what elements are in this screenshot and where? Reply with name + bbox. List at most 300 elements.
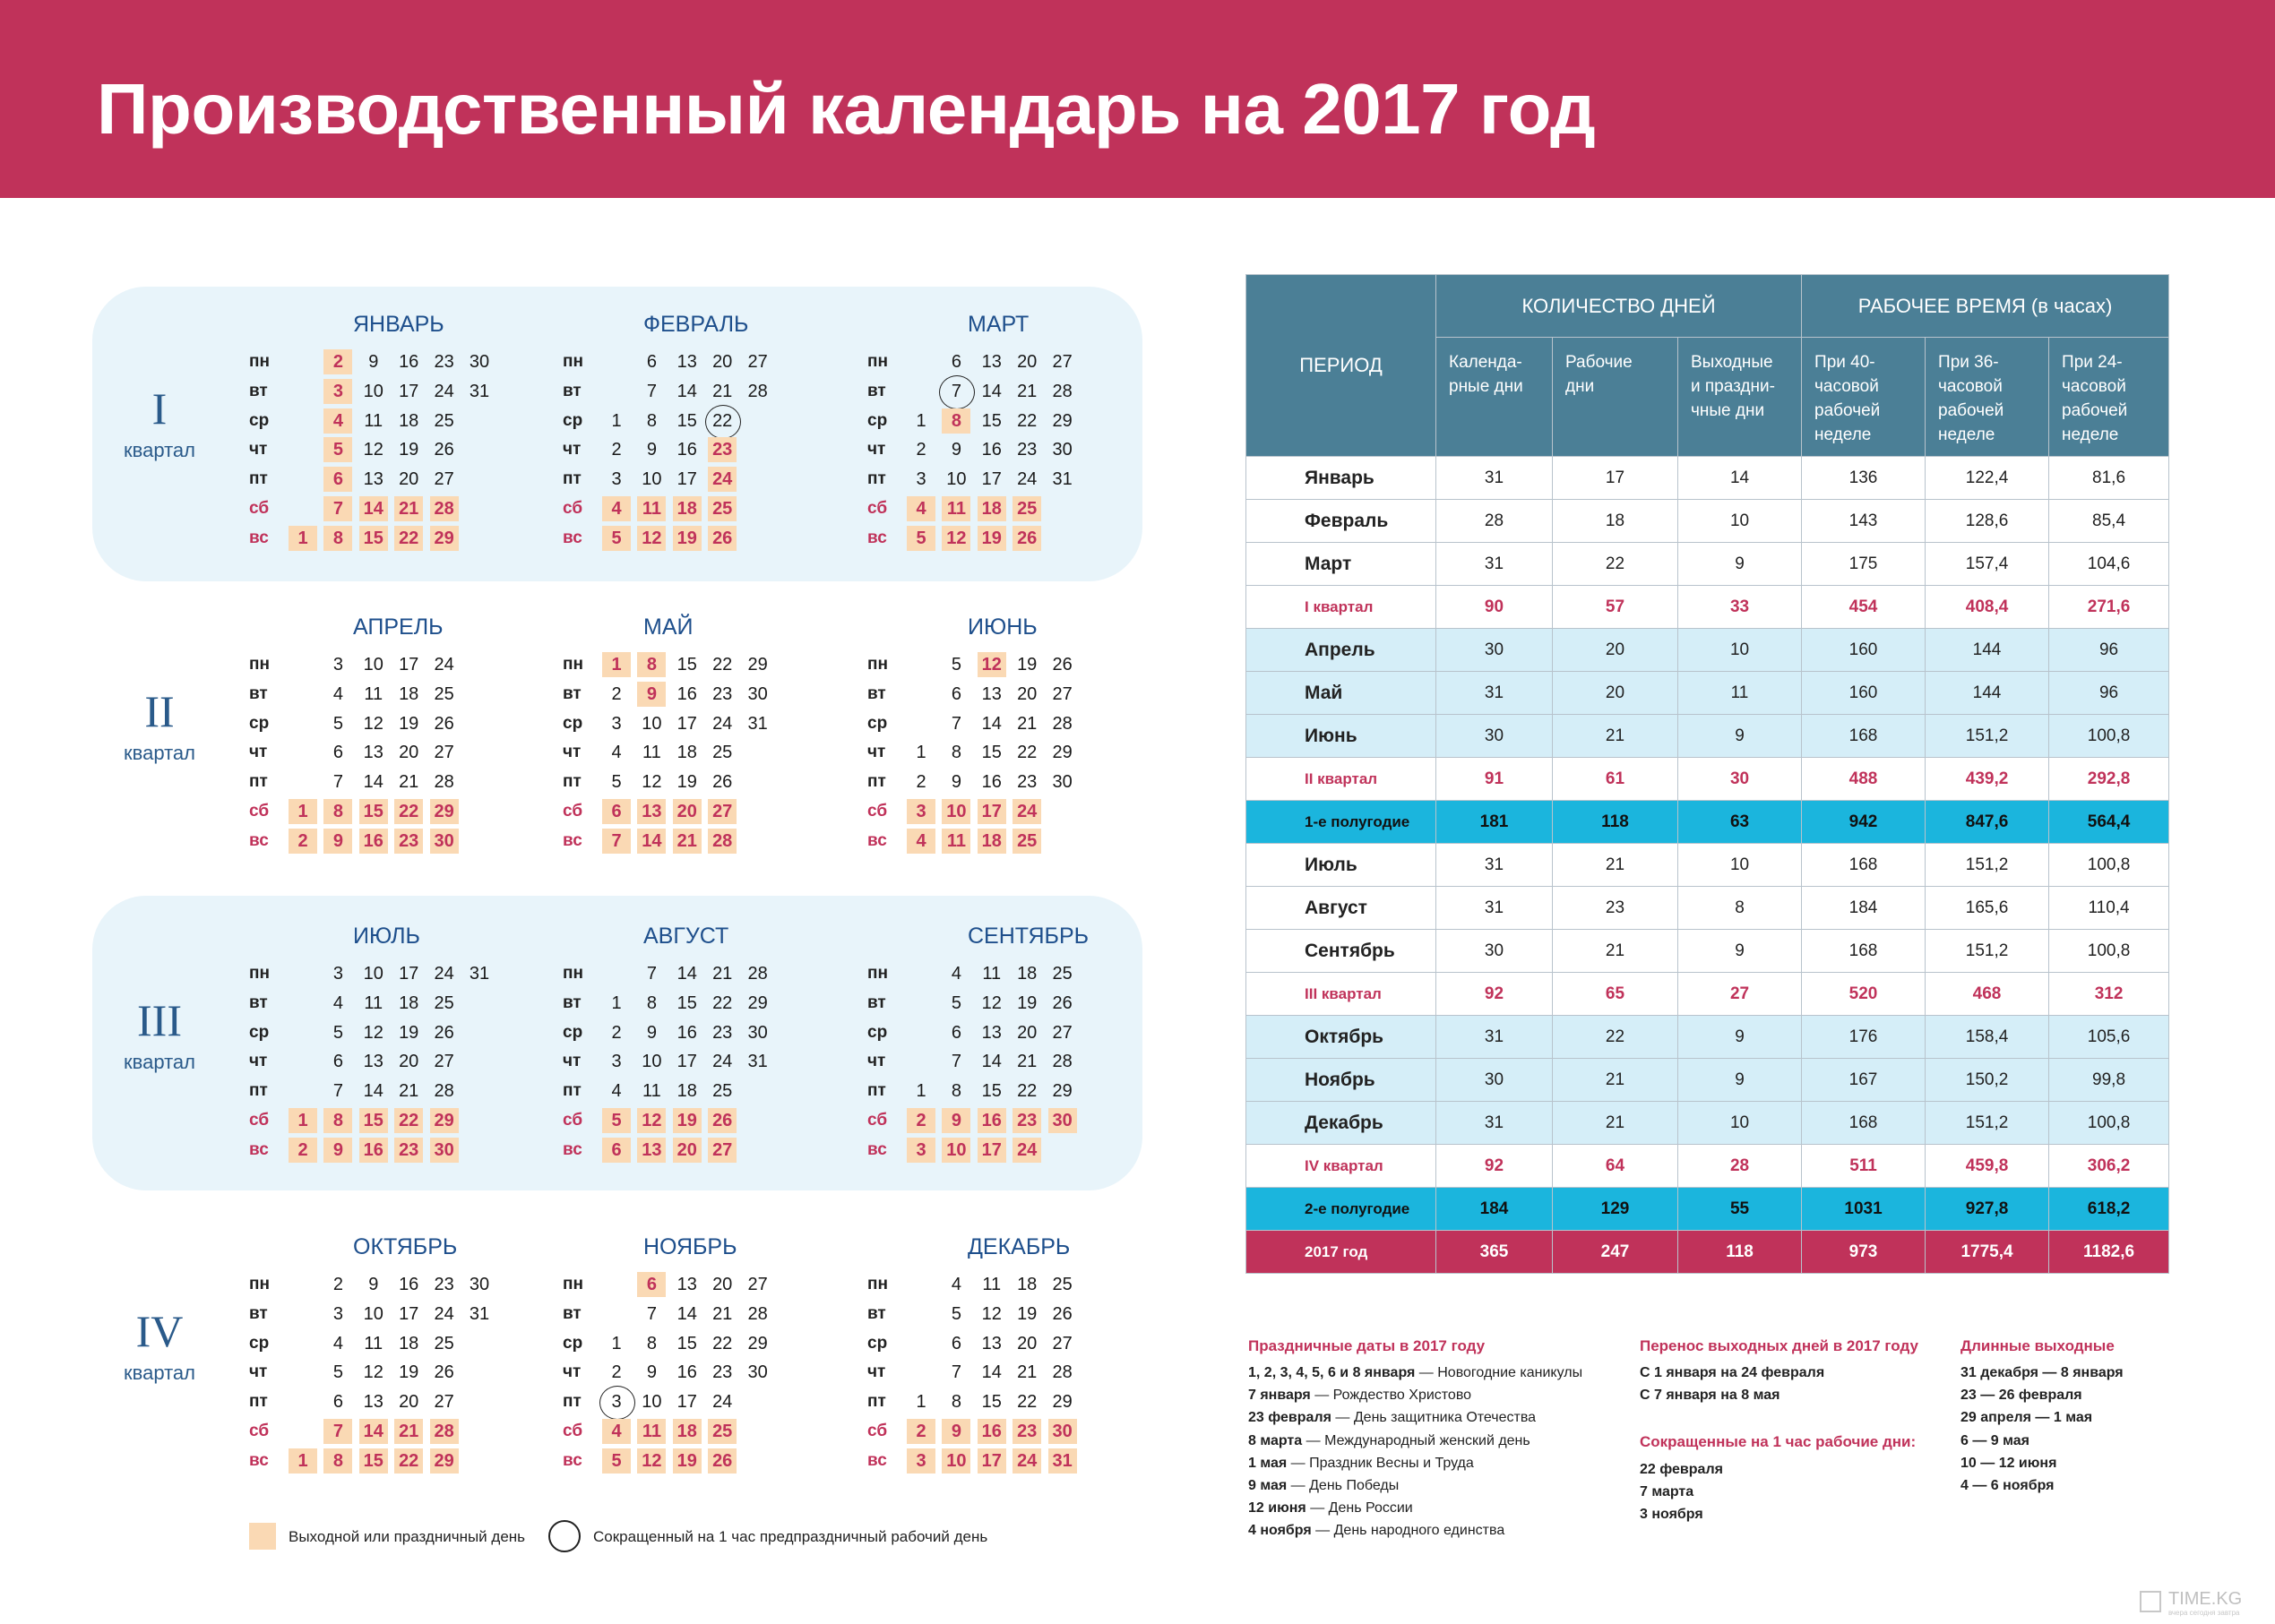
value-cell: 150,2 bbox=[1926, 1059, 2049, 1102]
day-cell: 10 bbox=[363, 964, 383, 984]
day-cell: 22 bbox=[1017, 1392, 1038, 1413]
weekday-label: пн bbox=[563, 655, 583, 674]
weekday-label: пт bbox=[249, 772, 268, 792]
quarter-word: квартал bbox=[124, 1051, 195, 1073]
day-cell: 9 bbox=[368, 1275, 379, 1294]
day-cell: 9 bbox=[646, 1362, 657, 1383]
period-cell: Сентябрь bbox=[1246, 930, 1436, 973]
holiday-day: 16 bbox=[359, 1138, 388, 1163]
weekday-label: сб bbox=[563, 1111, 583, 1130]
day-cell: 28 bbox=[1052, 713, 1073, 734]
day-cell: 26 bbox=[712, 772, 733, 793]
holiday-day: 17 bbox=[978, 1138, 1006, 1163]
day-cell: 13 bbox=[981, 1022, 1002, 1043]
day-cell: 2 bbox=[611, 1022, 622, 1043]
value-cell: 96 bbox=[2049, 672, 2169, 715]
value-cell: 439,2 bbox=[1926, 758, 2049, 801]
day-cell: 17 bbox=[981, 469, 1002, 490]
day-cell: 29 bbox=[747, 655, 768, 675]
day-cell: 7 bbox=[646, 381, 657, 401]
day-cell: 17 bbox=[676, 713, 697, 734]
weekday-label: сб bbox=[249, 1111, 270, 1130]
value-cell: 144 bbox=[1926, 629, 2049, 672]
day-cell: 27 bbox=[747, 1275, 768, 1294]
day-cell: 28 bbox=[1052, 1362, 1073, 1383]
long-weekend-note-text: 4 — 6 ноября bbox=[1960, 1478, 2055, 1493]
holiday-day: 24 bbox=[1013, 1138, 1041, 1163]
day-cell: 7 bbox=[332, 772, 343, 793]
weekday-label: сб bbox=[249, 499, 270, 518]
holiday-day: 4 bbox=[602, 1419, 631, 1444]
day-cell: 30 bbox=[1052, 772, 1073, 793]
value-cell: 564,4 bbox=[2049, 801, 2169, 844]
value-cell: 618,2 bbox=[2049, 1188, 2169, 1231]
holiday-day: 14 bbox=[637, 829, 666, 854]
day-cell: 31 bbox=[747, 1052, 768, 1072]
month-calendar bbox=[867, 312, 1136, 563]
value-cell: 31 bbox=[1436, 672, 1553, 715]
day-cell: 5 bbox=[951, 655, 961, 675]
value-cell: 30 bbox=[1436, 930, 1553, 973]
value-cell: 21 bbox=[1553, 930, 1678, 973]
holiday-day: 23 bbox=[1013, 1108, 1041, 1133]
holiday-day: 27 bbox=[708, 799, 737, 824]
holiday-day: 4 bbox=[907, 829, 935, 854]
day-cell: 11 bbox=[364, 410, 383, 431]
holiday-day: 18 bbox=[673, 496, 702, 521]
holiday-day: 7 bbox=[323, 496, 352, 521]
weekday-label: вс bbox=[867, 1139, 887, 1159]
month-calendar bbox=[867, 924, 1136, 1174]
value-cell: 151,2 bbox=[1926, 930, 2049, 973]
value-cell: 31 bbox=[1436, 543, 1553, 586]
day-cell: 16 bbox=[981, 440, 1002, 460]
subheader-line: При 24- bbox=[2062, 353, 2123, 372]
weekday-label: пт bbox=[249, 1081, 268, 1101]
holiday-note-name: — Рождество Христово bbox=[1310, 1388, 1472, 1404]
value-cell: 17 bbox=[1553, 457, 1678, 500]
value-cell: 30 bbox=[1678, 758, 1802, 801]
day-cell: 21 bbox=[399, 1081, 419, 1102]
day-cell: 8 bbox=[646, 992, 657, 1013]
value-cell: 28 bbox=[1436, 500, 1553, 543]
holiday-day: 25 bbox=[708, 496, 737, 521]
month-calendar bbox=[563, 614, 832, 865]
day-cell: 26 bbox=[434, 1022, 454, 1043]
day-cell: 29 bbox=[1052, 1392, 1073, 1413]
holiday-day: 22 bbox=[394, 1108, 423, 1133]
weekday-label: чт bbox=[563, 440, 582, 460]
holidays-title: Праздничные даты в 2017 году bbox=[1248, 1337, 1486, 1354]
day-cell: 22 bbox=[1017, 410, 1038, 431]
holiday-day: 5 bbox=[602, 1448, 631, 1474]
weekday-label: вс bbox=[563, 528, 582, 547]
day-cell: 26 bbox=[434, 440, 454, 460]
day-cell: 15 bbox=[676, 1333, 697, 1353]
value-cell: 118 bbox=[1678, 1231, 1802, 1274]
holiday-day: 7 bbox=[323, 1419, 352, 1444]
day-cell: 4 bbox=[951, 1275, 961, 1294]
holiday-day: 5 bbox=[907, 526, 935, 551]
value-cell: 1775,4 bbox=[1926, 1231, 2049, 1274]
holiday-day: 20 bbox=[673, 1138, 702, 1163]
month-name: АВГУСТ bbox=[643, 924, 729, 949]
holiday-day: 28 bbox=[430, 1419, 459, 1444]
day-cell: 20 bbox=[712, 352, 733, 372]
holiday-day: 9 bbox=[323, 829, 352, 854]
weekday-label: вт bbox=[249, 1303, 268, 1323]
value-cell: 20 bbox=[1553, 629, 1678, 672]
day-cell: 1 bbox=[611, 1333, 622, 1353]
value-cell: 100,8 bbox=[2049, 715, 2169, 758]
value-cell: 247 bbox=[1553, 1231, 1678, 1274]
weekday-label: пн bbox=[249, 964, 270, 983]
month-calendar bbox=[563, 1234, 832, 1485]
value-cell: 168 bbox=[1802, 715, 1926, 758]
holiday-day: 15 bbox=[359, 1448, 388, 1474]
day-cell: 9 bbox=[951, 440, 961, 460]
day-cell: 13 bbox=[363, 469, 383, 490]
day-cell: 10 bbox=[363, 655, 383, 675]
subheader-line: чные дни bbox=[1691, 401, 1765, 420]
holiday-day: 18 bbox=[978, 829, 1006, 854]
period-cell: Июль bbox=[1246, 844, 1436, 887]
weekday-label: вс bbox=[249, 528, 269, 547]
value-cell: 33 bbox=[1678, 586, 1802, 629]
weekday-label: пн bbox=[867, 352, 888, 371]
subheader-line: часовой bbox=[1938, 377, 2003, 396]
working-time-table bbox=[1245, 274, 2169, 1274]
day-cell: 25 bbox=[434, 410, 454, 431]
period-cell: 2-е полугодие bbox=[1246, 1188, 1436, 1231]
holiday-day: 12 bbox=[637, 526, 666, 551]
table-row bbox=[1246, 1145, 2169, 1188]
day-cell: 20 bbox=[1017, 1333, 1038, 1353]
value-cell: 28 bbox=[1678, 1145, 1802, 1188]
period-cell: Май bbox=[1246, 672, 1436, 715]
day-cell: 7 bbox=[646, 1303, 657, 1324]
day-cell: 22 bbox=[712, 655, 733, 675]
holiday-day: 6 bbox=[323, 467, 352, 492]
month-name: ОКТЯБРЬ bbox=[353, 1234, 458, 1259]
day-cell: 5 bbox=[951, 1303, 961, 1324]
weekday-label: чт bbox=[867, 1362, 886, 1382]
holiday-day: 4 bbox=[907, 496, 935, 521]
month-calendar bbox=[563, 924, 832, 1174]
day-cell: 17 bbox=[676, 1052, 697, 1072]
day-cell: 14 bbox=[981, 381, 1002, 401]
day-cell: 10 bbox=[363, 1303, 383, 1324]
day-cell: 24 bbox=[434, 655, 454, 675]
weekday-label: чт bbox=[249, 440, 268, 460]
day-cell: 25 bbox=[1052, 1275, 1073, 1294]
day-cell: 4 bbox=[611, 1081, 622, 1102]
day-cell: 31 bbox=[469, 1303, 490, 1324]
quarter-label-2 bbox=[92, 686, 227, 765]
month-calendar bbox=[249, 312, 518, 563]
value-cell: 31 bbox=[1436, 457, 1553, 500]
weekday-label: сб bbox=[563, 1422, 583, 1440]
day-cell: 4 bbox=[951, 964, 961, 984]
holiday-day: 6 bbox=[637, 1272, 666, 1297]
day-cell: 7 bbox=[646, 964, 657, 984]
value-cell: 31 bbox=[1436, 1102, 1553, 1145]
day-cell: 14 bbox=[981, 713, 1002, 734]
subheader-cell bbox=[1802, 338, 1926, 457]
period-cell: Апрель bbox=[1246, 629, 1436, 672]
value-cell: 9 bbox=[1678, 1059, 1802, 1102]
table-row bbox=[1246, 586, 2169, 629]
day-cell: 10 bbox=[363, 381, 383, 401]
value-cell: 8 bbox=[1678, 887, 1802, 930]
day-cell: 14 bbox=[363, 1081, 383, 1102]
table-row bbox=[1246, 1102, 2169, 1145]
day-cell: 28 bbox=[434, 1081, 454, 1102]
long-weekend-note bbox=[1960, 1478, 2054, 1494]
holiday-note-name: — День России bbox=[1306, 1500, 1413, 1517]
quarter-label-3 bbox=[92, 995, 227, 1074]
short-day-note bbox=[1640, 1484, 1693, 1500]
weekday-label: ср bbox=[563, 1333, 583, 1353]
day-cell: 16 bbox=[676, 683, 697, 704]
day-cell: 10 bbox=[946, 469, 967, 490]
day-cell: 19 bbox=[1017, 655, 1038, 675]
day-cell: 6 bbox=[951, 1022, 961, 1043]
holiday-day: 29 bbox=[430, 1448, 459, 1474]
value-cell: 468 bbox=[1926, 973, 2049, 1016]
day-cell: 13 bbox=[363, 1392, 383, 1413]
short-day-note-text: 22 февраля bbox=[1640, 1462, 1723, 1477]
month-name: ФЕВРАЛЬ bbox=[643, 312, 749, 337]
holiday-note-text: 1, 2, 3, 4, 5, 6 и 8 января bbox=[1248, 1365, 1416, 1380]
period-cell: III квартал bbox=[1246, 973, 1436, 1016]
holiday-day: 1 bbox=[289, 1108, 317, 1133]
legend-holiday-swatch bbox=[249, 1523, 276, 1550]
value-cell: 168 bbox=[1802, 844, 1926, 887]
day-cell: 3 bbox=[916, 469, 926, 490]
value-cell: 168 bbox=[1802, 930, 1926, 973]
holiday-day: 28 bbox=[708, 829, 737, 854]
weekday-label: пт bbox=[867, 469, 886, 489]
subheader-line: и праздни- bbox=[1691, 377, 1775, 396]
weekday-label: пн bbox=[563, 352, 583, 371]
weekday-label: чт bbox=[867, 1052, 886, 1071]
value-cell: 23 bbox=[1553, 887, 1678, 930]
short-day: 7 bbox=[942, 379, 970, 404]
weekday-label: пн bbox=[249, 352, 270, 371]
value-cell: 160 bbox=[1802, 672, 1926, 715]
holiday-day: 26 bbox=[708, 526, 737, 551]
holiday-day: 14 bbox=[359, 496, 388, 521]
day-cell: 5 bbox=[951, 992, 961, 1013]
subheader-line: неделе bbox=[1814, 425, 1872, 444]
day-cell: 13 bbox=[676, 352, 697, 372]
short-day-note bbox=[1640, 1462, 1723, 1478]
day-cell: 21 bbox=[1017, 1052, 1038, 1072]
day-cell: 15 bbox=[676, 992, 697, 1013]
holiday-note-text: 1 мая bbox=[1248, 1455, 1288, 1471]
holiday-day: 8 bbox=[323, 1448, 352, 1474]
value-cell: 158,4 bbox=[1926, 1016, 2049, 1059]
weekday-label: пн bbox=[867, 1275, 888, 1293]
holiday-note-name: — Праздник Весны и Труда bbox=[1287, 1455, 1474, 1471]
day-cell: 6 bbox=[951, 352, 961, 372]
weekday-label: вс bbox=[867, 528, 887, 547]
subheader-line: рные дни bbox=[1449, 377, 1523, 396]
value-cell: 11 bbox=[1678, 672, 1802, 715]
holiday-note bbox=[1248, 1410, 1536, 1426]
weekday-label: вт bbox=[867, 1303, 886, 1323]
long-weekend-note bbox=[1960, 1410, 2092, 1426]
value-cell: 81,6 bbox=[2049, 457, 2169, 500]
holiday-note bbox=[1248, 1433, 1530, 1449]
day-cell: 4 bbox=[332, 992, 343, 1013]
weekday-label: вс bbox=[563, 830, 582, 850]
day-cell: 27 bbox=[434, 1052, 454, 1072]
day-cell: 23 bbox=[712, 683, 733, 704]
weekday-label: чт bbox=[867, 440, 886, 460]
weekday-label: пн bbox=[249, 655, 270, 674]
weekday-label: пт bbox=[867, 772, 886, 792]
holiday-day: 29 bbox=[430, 526, 459, 551]
holiday-day: 3 bbox=[907, 1138, 935, 1163]
day-cell: 27 bbox=[1052, 1022, 1073, 1043]
value-cell: 92 bbox=[1436, 973, 1553, 1016]
value-cell: 927,8 bbox=[1926, 1188, 2049, 1231]
table-row bbox=[1246, 629, 2169, 672]
holiday-day: 19 bbox=[673, 526, 702, 551]
day-cell: 27 bbox=[434, 743, 454, 763]
holiday-day: 31 bbox=[1048, 1448, 1077, 1474]
transfer-note-text: С 7 января на 8 мая bbox=[1640, 1388, 1780, 1404]
period-cell: Ноябрь bbox=[1246, 1059, 1436, 1102]
quarter-label-4 bbox=[92, 1306, 227, 1385]
holiday-day: 30 bbox=[1048, 1108, 1077, 1133]
holiday-day: 3 bbox=[907, 1448, 935, 1474]
value-cell: 30 bbox=[1436, 1059, 1553, 1102]
month-calendar bbox=[563, 312, 832, 563]
weekday-label: вт bbox=[867, 381, 886, 400]
value-cell: 21 bbox=[1553, 715, 1678, 758]
day-cell: 20 bbox=[712, 1275, 733, 1294]
weekday-label: вс bbox=[249, 1450, 269, 1470]
table-row bbox=[1246, 1188, 2169, 1231]
holiday-day: 22 bbox=[394, 1448, 423, 1474]
day-cell: 23 bbox=[712, 1022, 733, 1043]
weekday-label: пн bbox=[249, 1275, 270, 1293]
day-cell: 17 bbox=[399, 655, 419, 675]
holiday-day: 18 bbox=[978, 496, 1006, 521]
watermark-icon bbox=[2140, 1591, 2161, 1612]
day-cell: 16 bbox=[676, 1362, 697, 1383]
value-cell: 151,2 bbox=[1926, 1102, 2049, 1145]
period-cell: II квартал bbox=[1246, 758, 1436, 801]
subheader-line: часовой bbox=[2062, 377, 2126, 396]
weekday-label: сб bbox=[867, 1422, 888, 1440]
period-cell: Август bbox=[1246, 887, 1436, 930]
subheader-line: дни bbox=[1565, 377, 1595, 396]
day-cell: 13 bbox=[363, 1052, 383, 1072]
holiday-note-text: 4 ноября bbox=[1248, 1523, 1312, 1539]
weekday-label: ср bbox=[563, 410, 583, 430]
value-cell: 122,4 bbox=[1926, 457, 2049, 500]
day-cell: 11 bbox=[364, 1333, 383, 1353]
day-cell: 22 bbox=[712, 1333, 733, 1353]
day-cell: 28 bbox=[747, 1303, 768, 1324]
quarter-label-1 bbox=[92, 383, 227, 462]
value-cell: 30 bbox=[1436, 715, 1553, 758]
day-cell: 2 bbox=[611, 683, 622, 704]
holiday-day: 25 bbox=[1013, 496, 1041, 521]
day-cell: 6 bbox=[332, 1052, 343, 1072]
weekday-label: чт bbox=[563, 743, 582, 762]
day-cell: 13 bbox=[981, 1333, 1002, 1353]
holiday-day: 3 bbox=[323, 379, 352, 404]
table-row bbox=[1246, 1016, 2169, 1059]
day-cell: 14 bbox=[981, 1052, 1002, 1072]
holiday-note bbox=[1248, 1388, 1471, 1404]
holiday-day: 19 bbox=[673, 1108, 702, 1133]
weekday-label: вт bbox=[867, 992, 886, 1012]
weekday-label: вт bbox=[563, 992, 582, 1012]
month-calendar bbox=[249, 924, 518, 1174]
day-cell: 18 bbox=[676, 1081, 697, 1102]
month-name: ДЕКАБРЬ bbox=[968, 1234, 1071, 1259]
day-cell: 27 bbox=[747, 352, 768, 372]
day-cell: 11 bbox=[364, 992, 383, 1013]
subheader-cell bbox=[1553, 338, 1678, 457]
subheader-line: неделе bbox=[2062, 425, 2119, 444]
day-cell: 20 bbox=[1017, 1022, 1038, 1043]
value-cell: 129 bbox=[1553, 1188, 1678, 1231]
day-cell: 14 bbox=[981, 1362, 1002, 1383]
value-cell: 181 bbox=[1436, 801, 1553, 844]
value-cell: 292,8 bbox=[2049, 758, 2169, 801]
weekday-label: вс bbox=[563, 1139, 582, 1159]
weekday-label: пн bbox=[563, 964, 583, 983]
day-cell: 29 bbox=[747, 1333, 768, 1353]
day-cell: 17 bbox=[399, 964, 419, 984]
value-cell: 157,4 bbox=[1926, 543, 2049, 586]
day-cell: 21 bbox=[712, 381, 733, 401]
value-cell: 27 bbox=[1678, 973, 1802, 1016]
month-calendar bbox=[249, 614, 518, 865]
holiday-day: 25 bbox=[708, 1419, 737, 1444]
holiday-day: 16 bbox=[978, 1419, 1006, 1444]
holiday-day: 15 bbox=[359, 799, 388, 824]
table-row bbox=[1246, 457, 2169, 500]
weekday-label: сб bbox=[249, 1422, 270, 1440]
day-cell: 22 bbox=[1017, 743, 1038, 763]
value-cell: 118 bbox=[1553, 801, 1678, 844]
value-cell: 61 bbox=[1553, 758, 1678, 801]
weekday-label: ср bbox=[867, 713, 888, 733]
day-cell: 4 bbox=[611, 743, 622, 763]
day-cell: 21 bbox=[1017, 381, 1038, 401]
day-cell: 12 bbox=[363, 440, 383, 460]
holiday-note bbox=[1248, 1523, 1504, 1539]
holiday-day: 8 bbox=[323, 1108, 352, 1133]
value-cell: 91 bbox=[1436, 758, 1553, 801]
day-cell: 15 bbox=[981, 743, 1002, 763]
value-cell: 165,6 bbox=[1926, 887, 2049, 930]
weekday-label: пн bbox=[867, 964, 888, 983]
value-cell: 128,6 bbox=[1926, 500, 2049, 543]
day-cell: 3 bbox=[611, 713, 622, 734]
day-cell: 23 bbox=[434, 1275, 454, 1294]
holiday-day: 2 bbox=[323, 349, 352, 374]
day-cell: 1 bbox=[916, 1392, 926, 1413]
